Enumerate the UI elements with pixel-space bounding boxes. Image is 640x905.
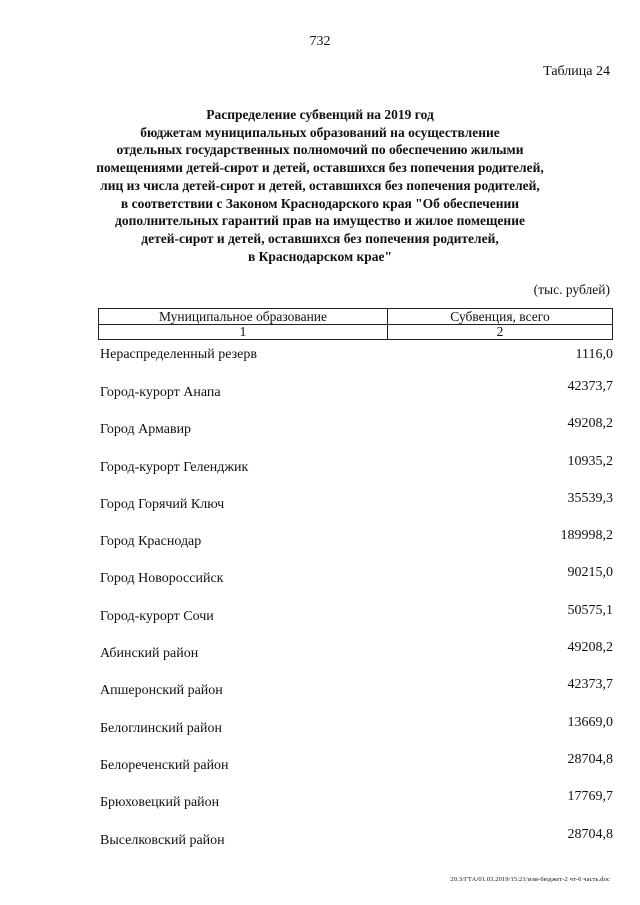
municipality-name: Брюховецкий район [100,795,220,811]
subvention-value: 13669,0 [567,714,613,730]
table-row [100,453,613,497]
subvention-value: 28704,8 [567,826,613,842]
file-path-footer: 20.3/ГТА/01.03.2019/15:21/изм-бюджет-2 чт-6 часть.doc [450,876,610,883]
subvention-value: 42373,7 [567,379,613,394]
municipality-name: Белореченский район [100,757,229,773]
municipality-name: Город Горячий Ключ [100,496,225,512]
subvention-value: 10935,2 [567,453,613,469]
table-row [100,602,613,646]
table-row [100,416,613,459]
title-line: лиц из числа детей-сирот и детей, оставшихся без попечения родителей, [100,177,540,193]
units-label: (тыс. рублей) [533,282,610,297]
table-row [100,347,613,385]
title-line: помещениями детей-сирот и детей, оставшихся без попечения родителей, [96,160,544,176]
table-row [100,528,613,571]
municipality-name: Город-курорт Геленджик [100,459,249,475]
subvention-value: 49208,2 [567,416,613,432]
table-row [100,379,613,422]
column-number-1: 1 [99,325,388,340]
table-row [100,640,613,683]
municipality-name: Абинский район [100,646,199,662]
table-row [100,714,613,758]
subvention-value: 50575,1 [567,602,613,618]
municipality-name: Город-курорт Анапа [100,385,221,400]
table-row [100,826,613,870]
title-line: отдельных государственных полномочий по обеспечению жилыми [116,142,524,158]
subvention-value: 17769,7 [567,789,613,805]
municipality-name: Нераспределенный резерв [100,347,257,362]
title-line: в Краснодарском крае" [247,248,393,264]
table-label: Таблица 24 [543,64,610,79]
document-title [90,106,550,265]
subvention-value: 49208,2 [567,640,613,656]
title-line: в соответствии с Законом Краснодарского края "Об обеспечении [120,195,520,211]
municipality-name: Город-курорт Сочи [100,608,214,624]
table-row [100,490,613,534]
page-number: 732 [309,34,331,49]
title-line: Распределение субвенций на 2019 год [206,107,434,122]
municipality-name: Город Краснодар [100,534,202,550]
column-header-municipality: Муниципальное образование [99,309,388,325]
table-row [100,789,613,832]
municipality-name: Белоглинский район [100,720,222,736]
table-header [98,308,613,340]
table-row [100,565,613,608]
column-header-subvention: Субвенция, всего [388,309,613,325]
column-number-2: 2 [388,325,613,340]
subvention-value: 42373,7 [567,677,613,693]
municipality-name: Выселковский район [100,832,225,848]
subvention-value: 35539,3 [567,490,613,506]
subvention-value: 28704,8 [567,751,613,767]
municipality-name: Город Армавир [100,422,192,438]
title-line: бюджетам муниципальных образований на осуществление [140,124,500,140]
title-line: дополнительных гарантий прав на имущество и жилое помещение [115,213,525,229]
table-row [100,751,613,795]
subvention-value: 189998,2 [560,528,613,544]
table-row [100,677,613,720]
subvention-value: 90215,0 [567,565,613,581]
title-line: детей-сирот и детей, оставшихся без попечения родителей, [141,230,499,246]
subvention-value: 1116,0 [575,347,613,362]
table-body [100,347,613,870]
municipality-name: Город Новороссийск [100,571,224,587]
municipality-name: Апшеронский район [100,683,223,699]
